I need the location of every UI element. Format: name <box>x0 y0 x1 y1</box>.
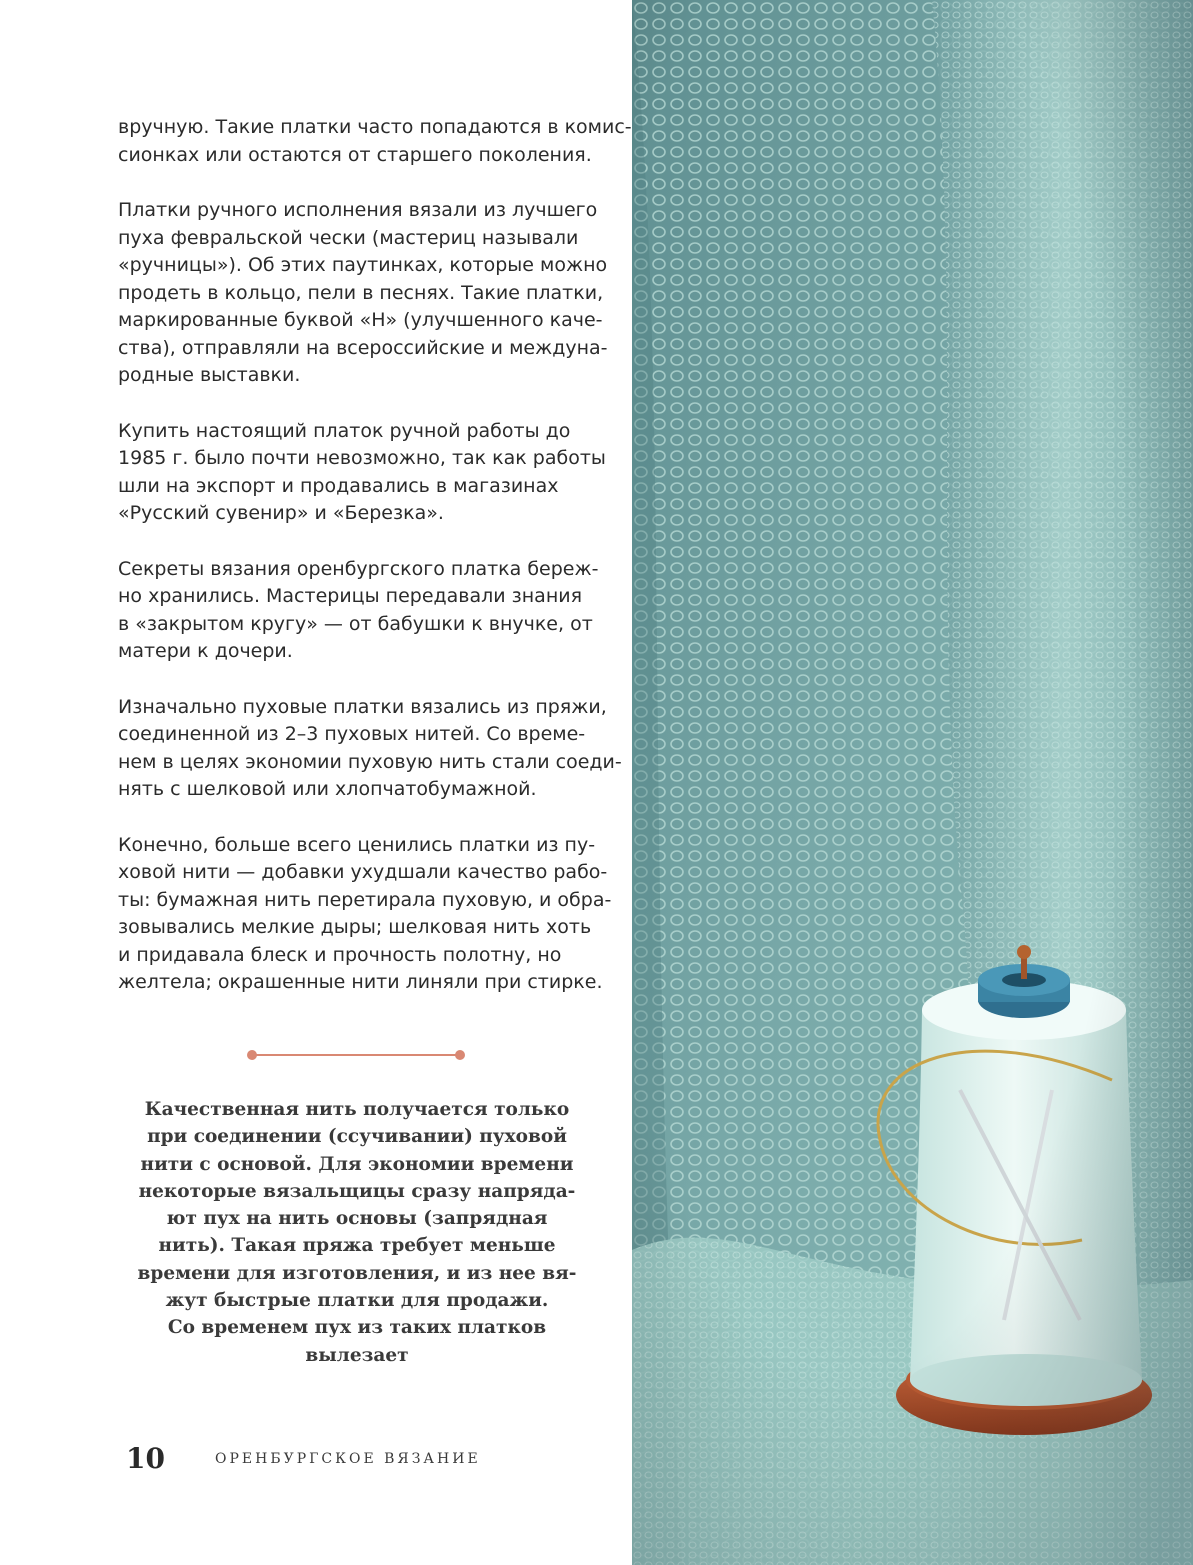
divider-line <box>251 1054 461 1056</box>
running-head: ОРЕНБУРГСКОЕ ВЯЗАНИЕ <box>215 1451 481 1467</box>
page-number: 10 <box>126 1442 165 1475</box>
body-text <box>118 114 632 1025</box>
divider-dot-left <box>247 1050 257 1060</box>
paragraph-3: Купить настоящий платок ручной работы до 1985 г. было почти невозможно, так как работы шли на экспорт и продавались в магазинах «Русский сувенир» и «Березка». <box>118 419 606 524</box>
paragraph-5: Изначально пуховые платки вязались из пряжи, соединенной из 2–3 пуховых нитей. Со време- нем в целях экономии пуховую нить стали соеди- нять с шелковой или хлопчатобумажной. <box>118 695 622 800</box>
paragraph-1: вручную. Такие платки часто попадаются в комис- сионках или остаются от старшего поколения. <box>118 116 632 166</box>
callout-note: Качественная нить получается только при соединении (ссучивании) пуховой нити с основой. Для экономии времени некоторые вязальщицы сразу напряда- ют пух на нить основы (запрядная нить). Такая пряжа требует меньше времени для изготовления, и из нее вя- жут быстрые платки для продажи. Со временем пух из таких платков вылезает <box>137 1099 577 1366</box>
ornamental-divider <box>247 1050 465 1060</box>
paragraph-6: Конечно, больше всего ценились платки из пу- ховой нити — добавки ухудшали качество рабо- ты: бумажная нить перетирала пуховую, и обра- зовывались мелкие дыры; шелковая нить хоть и придавала блеск и прочность полотну, но желтела; окрашенные нити линяли при стирке. <box>118 833 612 993</box>
divider-dot-right <box>455 1050 465 1060</box>
paragraph-2: Платки ручного исполнения вязали из лучшего пуха февральской чески (мастериц называли «ручницы»). Об этих паутинках, которые можно продеть в кольцо, пели в песнях. Такие платки, маркированные буквой «Н» (улучшенного каче- ства), отправляли на всероссийские и междуна- родные выставки. <box>118 199 608 386</box>
paragraph-4: Секреты вязания оренбургского платка береж- но хранились. Мастерицы передавали знания в «закрытом кругу» — от бабушки к внучке, от матери к дочери. <box>118 557 599 662</box>
shawl-photo <box>632 0 1193 1565</box>
